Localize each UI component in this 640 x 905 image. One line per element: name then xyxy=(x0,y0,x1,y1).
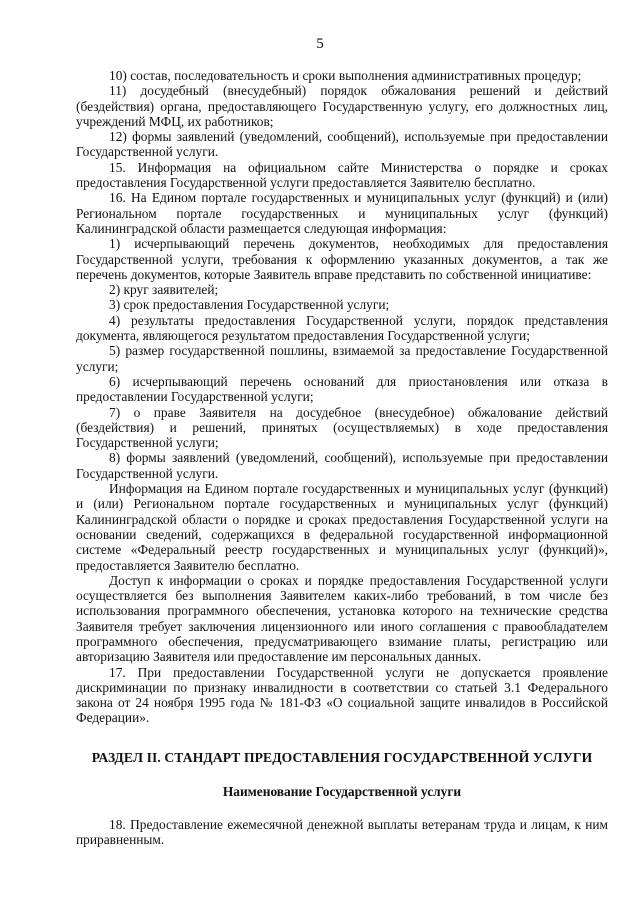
paragraph-portal-info: Информация на Едином портале государственных и муниципальных услуг (функций) и (или) Региональном портале государственных и муниципальных услуг (функций) Калининградской области о порядке и сроках предоставления Государственной услуги на основании сведений, содержащихся в федеральной государственной информационной системе «Федеральный реестр государственных и муниципальных услуг (функций)», предоставляется Заявителю бесплатно. xyxy=(76,481,608,573)
paragraph-16-item-1: 1) исчерпывающий перечень документов, необходимых для предоставления Государственной услуги, требования к оформлению указанных документов, а так же перечень документов, которые Заявитель вправе представить по собственной инициативе: xyxy=(76,236,608,282)
paragraph-item-12: 12) формы заявлений (уведомлений, сообщений), используемые при предоставлении Государственной услуги. xyxy=(76,129,608,160)
paragraph-16-item-2: 2) круг заявителей; xyxy=(109,282,219,298)
paragraph-16-item-5: 5) размер государственной пошлины, взимаемой за предоставление Государственной услуги; xyxy=(76,343,608,374)
paragraph-15: 15. Информация на официальном сайте Министерства о порядке и сроках предоставления Государственной услуги предоставляется Заявителю бесплатно. xyxy=(76,159,608,191)
paragraph-17: 17. При предоставлении Государственной услуги не допускается проявление дискриминации по признаку инвалидности в соответствии со статьей 3.1 Федерального закона от 24 ноября 1995 года № 181-ФЗ «О социальной защите инвалидов в Российской Федерации». xyxy=(76,664,608,726)
paragraph-16-item-7: 7) о праве Заявителя на досудебное (внесудебное) обжалование действий (бездействия) и решений, принятых (осуществляемых) в ходе предоставления Государственной услуги; xyxy=(76,404,608,451)
paragraph-item-10: 10) состав, последовательность и сроки выполнения административных процедур; xyxy=(109,68,582,83)
final-text xyxy=(76,817,608,848)
paragraph-item-11: 11) досудебный (внесудебный) порядок обжалования решений и действий (бездействия) органа, предоставляющего Государственную услугу, его должностных лиц, учреждений МФЦ, их работников; xyxy=(76,83,608,129)
section-heading: РАЗДЕЛ II. СТАНДАРТ ПРЕДОСТАВЛЕНИЯ ГОСУДАРСТВЕННОЙ УСЛУГИ xyxy=(91,750,593,765)
paragraph-16-item-8: 8) формы заявлений (уведомлений, сообщений), используемые при предоставлении Государственной услуги. xyxy=(76,450,608,481)
paragraph-access-info: Доступ к информации о сроках и порядке предоставления Государственной услуги осуществляется без выполнения Заявителем каких-либо требований, в том числе без использования программного обеспечения, установка которого на технические средства Заявителя требует заключения лицензионного или иного соглашения с правообладателем программного обеспечения, предусматривающего взимание платы, регистрацию или авторизацию Заявителя или предоставление им персональных данных. xyxy=(76,572,608,665)
paragraph-16-item-4: 4) результаты предоставления Государственной услуги, порядок представления документа, являющегося результатом предоставления Государственной услуги; xyxy=(76,312,608,344)
paragraph-16-item-3: 3) срок предоставления Государственной услуги; xyxy=(109,297,390,313)
paragraph-16: 16. На Едином портале государственных и муниципальных услуг (функций) и (или) Региональном портале государственных и муниципальных услуг (функций) Калининградской области размещается следующая информация: xyxy=(76,190,608,236)
page-number: 5 xyxy=(316,36,324,52)
sub-heading: Наименование Государственной услуги xyxy=(222,784,462,799)
body-text xyxy=(76,68,608,726)
paragraph-18: 18. Предоставление ежемесячной денежной выплаты ветеранам труда и лицам, к ним приравненным. xyxy=(76,817,608,848)
paragraph-16-item-6: 6) исчерпывающий перечень оснований для приостановления или отказа в предоставлении Государственной услуги; xyxy=(76,373,608,405)
